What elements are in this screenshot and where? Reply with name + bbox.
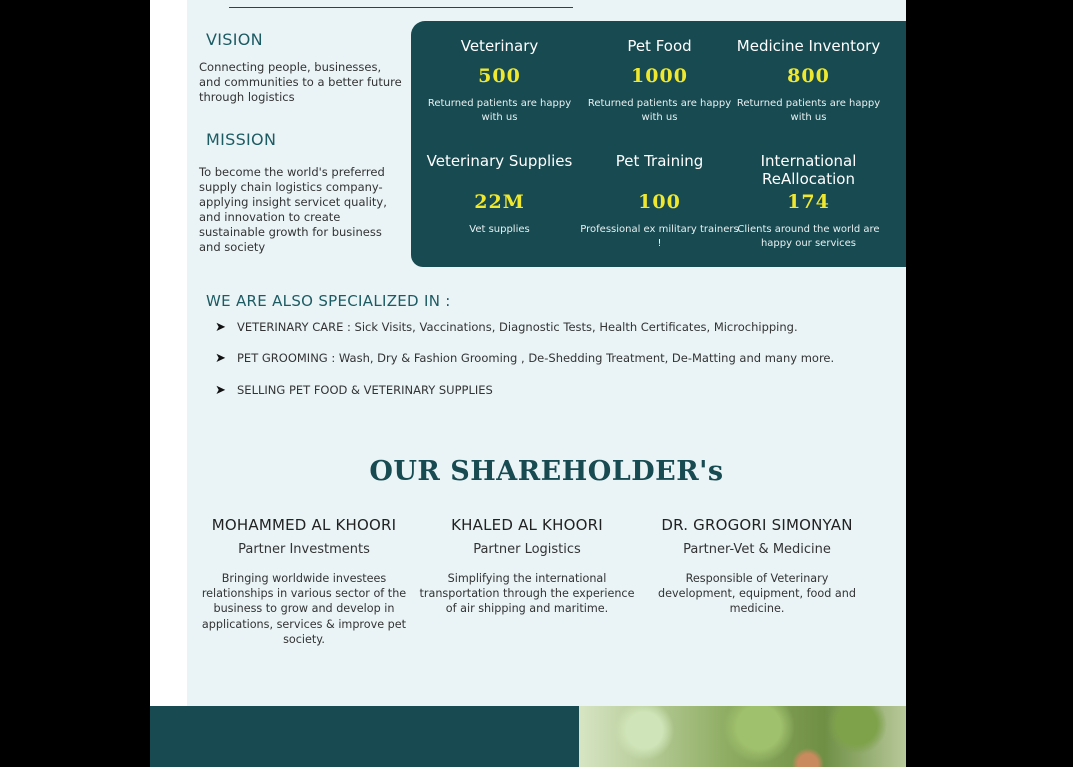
stat-veterinary-supplies: [417, 152, 582, 235]
shareholder-name: MOHAMMED AL KHOORI: [211, 516, 397, 534]
stat-value: 1000: [631, 65, 688, 87]
stat-value: 800: [787, 65, 830, 87]
specialized-title: WE ARE ALSO SPECIALIZED IN :: [206, 292, 451, 310]
stat-desc: Clients around the world are happy our services: [737, 224, 880, 249]
list-item: [215, 351, 834, 366]
mission-title: MISSION: [206, 130, 277, 149]
stat-desc: Professional ex military trainers !: [580, 224, 739, 249]
stat-medicine-inventory: [726, 37, 891, 123]
list-item-text: VETERINARY CARE : Sick Visits, Vaccinations, Diagnostic Tests, Health Certificates, Microchipping.: [237, 320, 798, 334]
stat-desc: Returned patients are happy with us: [427, 98, 572, 123]
footer-photo: [579, 706, 906, 767]
mission-text: To become the world's preferred supply chain logistics company-applying insight servicet quality, and innovation to create sustainable growth for business and society: [199, 165, 387, 254]
stat-label: Veterinary Supplies: [426, 152, 573, 170]
divider-line: [229, 7, 573, 8]
stats-panel: [411, 21, 906, 267]
shareholder-role: Partner Investments: [238, 542, 370, 557]
vision-title: VISION: [206, 30, 263, 49]
stat-value: 174: [787, 191, 830, 213]
stat-veterinary: [417, 37, 582, 123]
list-item-text: PET GROOMING : Wash, Dry & Fashion Grooming , De-Shedding Treatment, De-Matting and many more.: [237, 351, 835, 365]
footer-band: [150, 706, 579, 767]
stat-value: 22M: [474, 191, 525, 213]
shareholder-card: [419, 516, 635, 617]
arrow-bullet-icon: ➤: [215, 320, 226, 335]
vision-text: Connecting people, businesses, and communities to a better future through logistics: [199, 60, 402, 104]
stat-desc: Returned patients are happy with us: [736, 98, 881, 123]
shareholder-role: Partner-Vet & Medicine: [683, 542, 831, 557]
stat-international-reallocation: [726, 152, 891, 249]
shareholder-bio: Responsible of Veterinary development, equipment, food and medicine.: [658, 572, 856, 616]
shareholder-role: Partner Logistics: [473, 542, 581, 557]
stat-value: 500: [478, 65, 521, 87]
stat-pet-training: [577, 152, 742, 249]
stat-desc: Vet supplies: [469, 224, 530, 235]
shareholder-card: [196, 516, 412, 647]
shareholder-name: KHALED AL KHOORI: [451, 516, 603, 534]
stat-label: International ReAllocation: [760, 152, 857, 188]
list-item: [215, 383, 493, 398]
shareholders-title: OUR SHAREHOLDER's: [369, 456, 724, 487]
arrow-bullet-icon: ➤: [215, 383, 226, 398]
document-page: [150, 0, 906, 767]
shareholder-card: [649, 516, 865, 617]
stat-desc: Returned patients are happy with us: [587, 98, 732, 123]
list-item: [215, 320, 798, 335]
stat-label: Medicine Inventory: [736, 37, 881, 55]
stat-pet-food: [577, 37, 742, 123]
stat-label: Pet Training: [615, 152, 704, 170]
stat-value: 100: [638, 191, 681, 213]
shareholder-name: DR. GROGORI SIMONYAN: [661, 516, 853, 534]
shareholder-bio: Bringing worldwide investees relationships in various sector of the business to grow and develop in applications, services & improve pet society.: [201, 572, 407, 646]
list-item-text: SELLING PET FOOD & VETERINARY SUPPLIES: [237, 383, 493, 397]
shareholder-bio: Simplifying the international transportation through the experience of air shipping and maritime.: [419, 572, 635, 616]
arrow-bullet-icon: ➤: [215, 351, 226, 366]
stat-label: Pet Food: [627, 37, 692, 55]
stat-label: Veterinary: [460, 37, 539, 55]
